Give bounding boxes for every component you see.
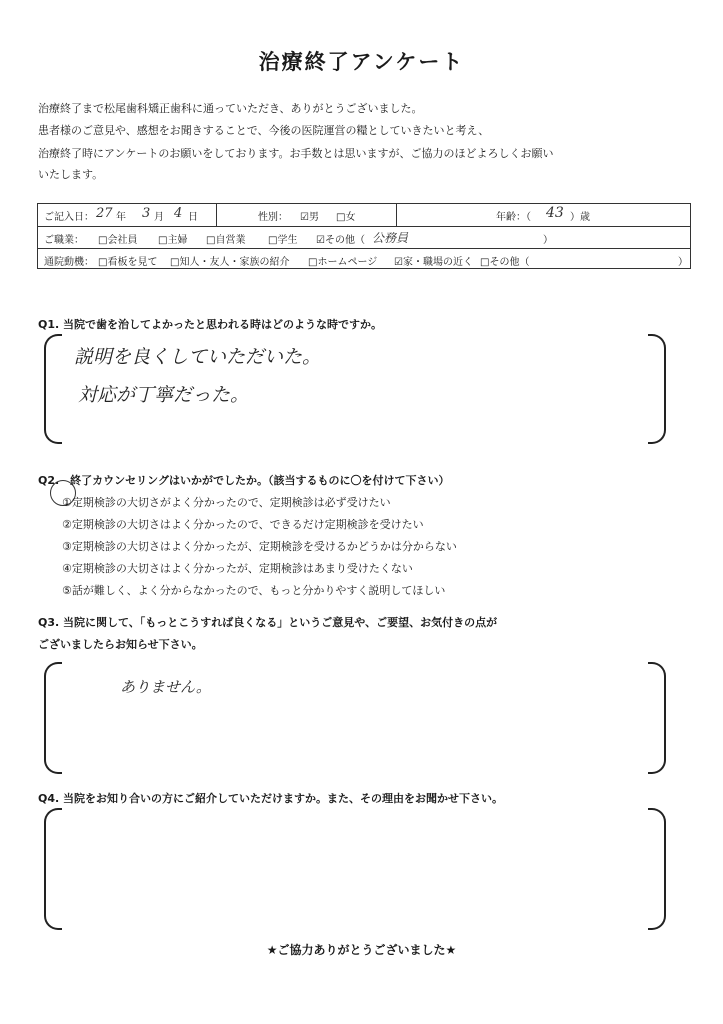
occupation-label: ご職業： [44,235,84,246]
intro-line-3: 治療終了時にアンケートのお願いをしております。お手数とは思いますが、ご協力のほどよろしくお願い [38,147,554,160]
q1-answer-line-1[interactable]: 説明を良くしていただいた。 [74,346,322,368]
q1-answer-line-2[interactable]: 対応が丁寧だった。 [78,384,250,406]
motive-option-signboard[interactable]: □看板を見て [98,257,158,268]
q3-answer-bracket-left [44,662,62,774]
occupation-option-other[interactable]: ☑その他（ [316,235,365,246]
occupation-close: ） [543,235,553,246]
divider [216,204,217,226]
month-label: 月 [154,212,164,223]
q3-question-line-2: ございましたらお知らせ下さい。 [38,638,203,651]
occupation-option-housewife[interactable]: □主婦 [158,235,188,246]
page-title: 治療終了アンケート [258,50,465,74]
occupation-other-value[interactable]: 公務員 [372,231,409,245]
q2-option-3[interactable]: ③定期検診の大切さはよく分かったが、定期検診を受けるかどうかは分からない [62,540,457,553]
q3-answer-bracket-right [648,662,666,774]
occupation-option-student[interactable]: □学生 [268,235,298,246]
gender-male-checkbox[interactable]: ☑男 [300,212,319,223]
gender-label: 性別： [258,212,288,223]
q1-answer-bracket-right [648,334,666,444]
q2-option-5[interactable]: ⑤話が難しく、よく分からなかったので、もっと分かりやすく説明してほしい [62,584,446,597]
q2-option-4[interactable]: ④定期検診の大切さはよく分かったが、定期検診はあまり受けたくない [62,562,413,575]
age-value[interactable]: 43 [546,205,564,221]
info-row-occupation [38,226,690,249]
date-month-value[interactable]: 3 [142,206,151,221]
q1-answer-bracket-left [44,334,62,444]
day-label: 日 [188,212,198,223]
info-table [37,203,691,269]
motive-option-near-home-work[interactable]: ☑家・職場の近く [394,257,473,268]
info-row-motive [38,248,690,271]
divider [396,204,397,226]
motive-option-referral[interactable]: □知人・友人・家族の紹介 [170,257,290,268]
age-suffix: ）歳 [570,212,590,223]
intro-line-1: 治療終了まで松尾歯科矯正歯科に通っていただき、ありがとうございました。 [38,102,423,115]
motive-close: ） [678,257,688,268]
q4-answer-bracket-right [648,808,666,930]
info-row-date [38,204,690,226]
age-label: 年齢：（ [496,212,531,223]
date-label: ご記入日： [44,212,94,223]
q2-option-2[interactable]: ②定期検診の大切さはよく分かったので、できるだけ定期検診を受けたい [62,518,424,531]
q2-question: Q2. 終了カウンセリングはいかがでしたか。（該当するものに〇を付けて下さい） [38,474,450,487]
gender-female-checkbox[interactable]: □女 [336,212,356,223]
footer-thanks: ★ご協力ありがとうございました★ [266,943,457,957]
date-year-value[interactable]: 27 [96,206,113,221]
date-day-value[interactable]: 4 [174,206,183,221]
intro-line-4: いたします。 [38,168,104,181]
q4-answer-bracket-left [44,808,62,930]
motive-option-other[interactable]: □その他（ [480,257,530,268]
motive-option-homepage[interactable]: □ホームページ [308,257,378,268]
q4-question: Q4. 当院をお知り合いの方にご紹介していただけますか。また、その理由をお聞かせ下さい。 [38,792,504,805]
occupation-option-office-worker[interactable]: □会社員 [98,235,138,246]
q2-option-1[interactable]: ①定期検診の大切さがよく分かったので、定期検診は必ず受けたい [62,496,391,509]
year-label: 年 [116,212,126,223]
occupation-option-self-employed[interactable]: □自営業 [206,235,246,246]
q1-question: Q1. 当院で歯を治してよかったと思われる時はどのような時ですか。 [38,318,383,331]
q3-answer[interactable]: ありません。 [120,678,211,696]
motive-label: 通院動機： [44,257,94,268]
intro-line-2: 患者様のご意見や、感想をお聞きすることで、今後の医院運営の糧としていきたいと考え、 [38,124,490,137]
q3-question-line-1: Q3. 当院に関して、「もっとこうすれば良くなる」というご意見や、ご要望、お気付きの点が [38,616,498,629]
